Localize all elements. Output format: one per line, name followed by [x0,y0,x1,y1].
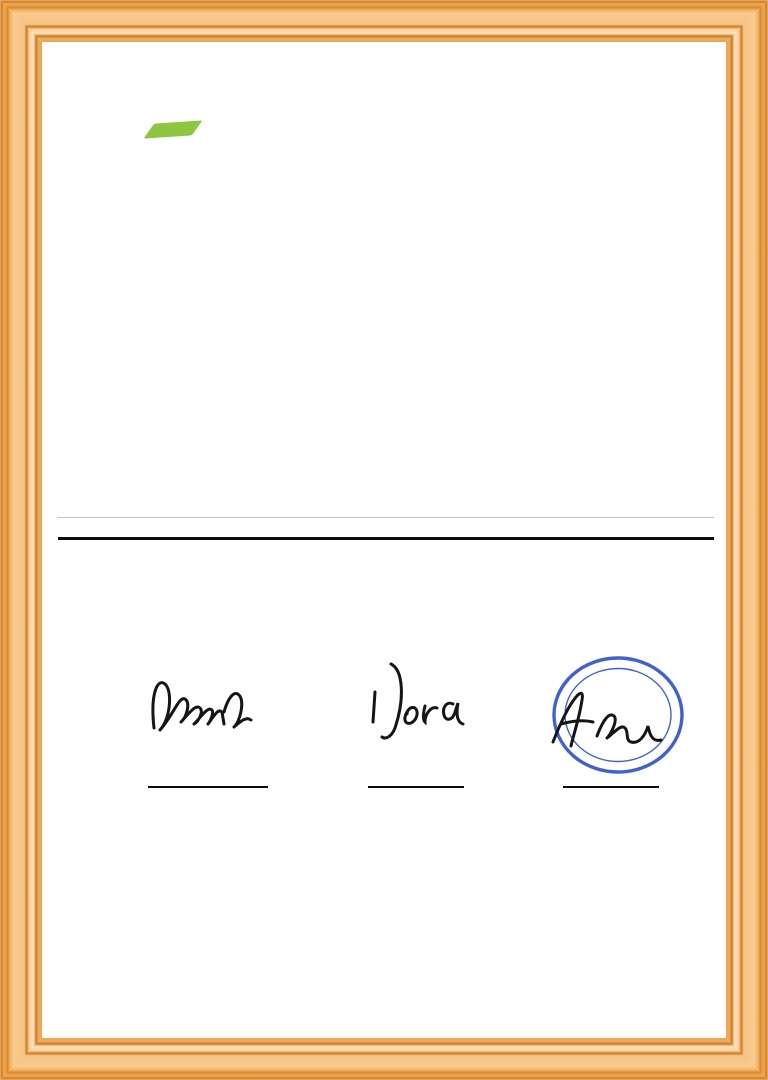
stq-logo [86,80,246,150]
divider-thin [58,517,714,518]
table-row [72,369,692,394]
frame-top-edge [0,0,768,42]
signature-line [148,786,268,788]
table-row [72,470,692,495]
table-row [72,318,692,343]
table-row [72,419,692,444]
signature-scribble-david [146,666,262,748]
signature-scribble-dora [361,656,465,752]
frame-bottom-edge [0,1038,768,1080]
signature-line [563,786,659,788]
table-row [72,394,692,419]
divider-thick [58,537,714,540]
logo-green-swoosh-icon [143,120,202,138]
qr-block [600,902,688,994]
product-info-table [72,318,692,495]
qr-code [600,902,688,990]
frame-right-edge [726,0,768,1080]
signature-scribble-ada [543,678,667,756]
signature-line [368,786,464,788]
report-page [42,42,726,1038]
reference-row [42,172,726,192]
frame-left-edge [0,0,42,1080]
table-row [72,343,692,368]
table-row [72,444,692,469]
